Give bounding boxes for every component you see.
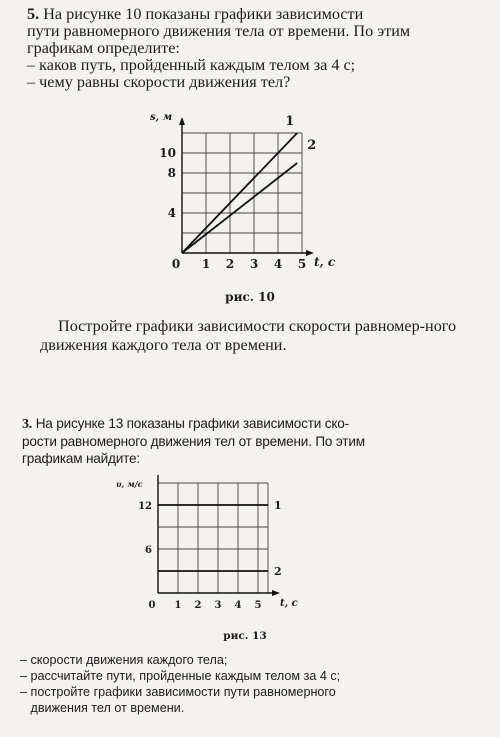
task-5-line-1 [27,6,487,23]
task-3-bullet-2: – рассчитайте пути, пройденные каждым телом за 4 с; [20,669,341,683]
y-axis-arrow [179,117,185,125]
x-tick-label: 0 [148,600,156,611]
task-3-bullets [20,652,440,716]
series-line-2 [182,163,297,253]
task-5-number: 5. [27,5,40,23]
task-3-line-3: графикам найдите: [22,451,140,466]
y-tick-label: 12 [138,501,152,512]
x-tick-label: 1 [174,600,182,611]
x-tick-label: 1 [201,257,211,271]
task-3-line-1 [22,415,402,433]
task-3-bullet-3: – постройте графики зависимости пути равномерного [20,685,336,699]
x-axis-arrow [306,250,314,256]
x-tick-label: 5 [297,257,307,271]
figure-10-caption: рис. 10 [225,290,275,304]
series-label-1: 1 [285,114,295,129]
x-tick-label: 3 [249,257,259,271]
figure-13-caption: рис. 13 [223,630,267,642]
task-5-line-3: графикам определите: [27,39,180,57]
task-5-text-1: На рисунке 10 показаны графики зависимости [43,5,364,23]
x-tick-label: 2 [194,600,202,611]
y-axis-label: υ, м/с [116,479,143,489]
y-tick-label: 8 [167,166,176,180]
series-label-2: 2 [307,138,317,153]
x-axis-label: t, c [314,255,336,269]
figure-10-chart [140,108,360,283]
figure-13-chart [108,475,318,625]
x-tick-label: 5 [254,600,262,611]
x-tick-label: 4 [234,600,242,611]
task-3-text-1: На рисунке 13 показаны графики зависимости ско- [35,416,349,431]
y-tick-label: 4 [167,206,176,220]
task-5-after-text: Постройте графики зависимости скорости равномер-ного движения каждого тела от времени. [40,317,457,354]
y-tick-label: 10 [159,146,176,160]
series-label-1: 1 [274,499,282,512]
x-tick-label: 3 [214,600,222,611]
task-5 [27,6,487,91]
task-3-line-2: рости равномерного движения тел от времени. По этим [22,434,365,449]
y-tick-label: 6 [145,545,152,556]
x-axis-label: t, c [280,598,298,609]
series-label-2: 2 [274,565,282,578]
y-axis-label: s, м [150,112,173,123]
task-3-bullet-1: – скорости движения каждого тела; [20,653,228,667]
x-tick-label: 4 [273,257,283,271]
task-3-number: 3. [22,417,33,432]
task-5-line-2: пути равномерного движения тела от времени. По этим [27,22,411,40]
task-3-bullet-4: движения тел от времени. [20,701,185,715]
task-5-bullet-2: – чему равны скорости движения тел? [27,73,291,91]
x-tick-label: 2 [225,257,235,271]
task-5-bullet-1: – каков путь, пройденный каждым телом за 4 с; [27,56,356,74]
x-tick-label: 0 [171,257,181,271]
x-axis-arrow [272,590,280,596]
task-3 [22,415,402,467]
